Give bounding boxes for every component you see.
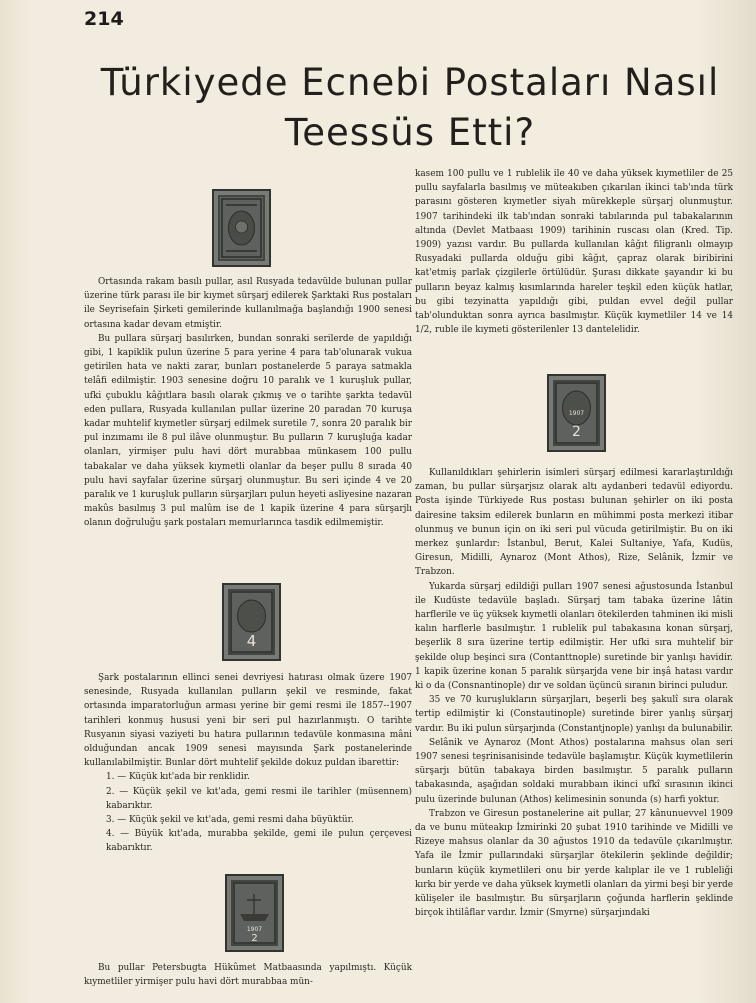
paragraph: Şark postalarının ellinci senei devriyesi hatırası olmak üzere 1907 senesinde, Rusyada kullanılan pulların şekil ve resminde, fakat ortasında imparatorluğun arması yerine bir gemi resmi ile 1857--1907 tarihleri konmuş hususi yeni bir seri pul hazırlanmıştı. O tarihte Rusyanın siyasi vaziyeti bu hatıra pullarının tedavüle konmasına mâni olduğundan ancak 1909 senesi mayısında Şark postanelerinde kullanılabilmiştir. Bunlar dört muhtelif şekilde dokuz puldan ibarettir: [84, 673, 412, 769]
paragraph: Kullanıldıkları şehirlerin isimleri sürşarj edilmesi kararlaştırıldığı zaman, bu pullar sürşarjsız olarak altı aydanberi tedavül ediyordu. Posta işinde Türkiyede Rus postası bulunan şehirler on iki posta dairesine taksim edilerek bunların en mühimmi posta merkezi itibar olunmuş ve bunun için on iki seri pul vücuda getirilmiştir. Bu on iki merkez şunlardır: İstanbul, Berut, Kalei Sultaniye, Yafa, Kudüs, Giresun, Midilli, Aynaroz (Mont Athos), Rize, Selânik, İzmir ve Trabzon. [415, 468, 733, 578]
paragraph: Bu pullar Petersbugta Hükûmet Matbaasında yapılmıştı. Küçük kıymetliler yirmişer pulu havi dört murabbaa mün- [84, 963, 412, 988]
left-column-block-2 [84, 671, 412, 856]
svg-text:2: 2 [572, 424, 581, 440]
russian-stamp-1900-icon [212, 189, 271, 267]
paragraph: 35 ve 70 kuruşlukların sürşarjları, beşerli beş şakulî sıra olarak tertip edilmiştir ki (Constautinople) suretinde birer yanlış sürşarj vardır. Bu iki pulun sürşarjında (Constantjnople) yanlışı da bulunabilir. [415, 695, 733, 734]
paragraph: Yukarda sürşarj edildiği pulları 1907 senesi ağustosunda İstanbul ile Kudüste tedavüle başladı. Sürşarj tam tabaka üzerine lâtin harflerile ve üç yüksek kıymetli olanları ötekilerden tahminen iki misli kalın harflerle basılmıştır. 1 rublelik pul tabakasına konan sürşarj, beşerlik 8 sıra üzerine tertip edilmiştir. Her ufki sıra muhtelif bir şekilde olup beşinci sıra (Contanttnople) suretinde bir yanlışı havidir. 1 kapik üzerine konan 5 paralık sürşarjda vene bir inşâ hatası vardır ki o da (Consnantinople) dır ve soldan üçüncü sıranın birinci puludur. [415, 581, 733, 692]
left-column-block-3 [84, 961, 412, 989]
russian-stamp-4-icon [222, 583, 281, 661]
russian-stamp-overprint-icon [547, 374, 606, 452]
stamp-types-list [84, 770, 412, 855]
svg-text:1907: 1907 [568, 410, 585, 417]
right-column-block-1 [415, 167, 733, 337]
title-line-1: Türkiyede Ecnebi Postaları Nasıl [100, 61, 720, 104]
svg-text:2: 2 [251, 933, 258, 944]
paragraph: Ortasında rakam basılı pullar, asıl Rusyada tedavülde bulunan pullar üzerine türk parası ile bir kıymet sürşarj edilerek Şarktaki Rus postaları ile Seyrisefain Şirketi gemilerinde kullanılmağa başlandığı 1900 senesi ortasına kadar devam etmiştir. [84, 277, 412, 330]
svg-text:4: 4 [246, 632, 257, 650]
stamp-4-graphic [224, 585, 279, 659]
article-title [60, 58, 756, 158]
list-item: 4. — Büyük kıt'ada, murabba şekilde, gemi ile pulun çerçevesi kabarıktır. [106, 829, 412, 854]
title-line-2: Teessüs Etti? [284, 111, 536, 154]
russian-stamp-1907-icon [225, 874, 284, 952]
list-item: 1. — Küçük kıt'ada bir renklidir. [106, 772, 250, 783]
page-number: 214 [84, 8, 124, 30]
stamp-1907-graphic [227, 876, 282, 950]
list-item: 2. — Küçük şekil ve kıt'ada, gemi resmi ile tarihler (müsennem) kabarıktır. [106, 786, 412, 811]
svg-text:1907: 1907 [246, 926, 263, 933]
stamp-overprint-graphic [549, 376, 604, 450]
left-column-block-1 [84, 275, 412, 531]
right-column-block-2 [415, 466, 733, 921]
stamp-1900-graphic [214, 191, 269, 265]
paragraph: Trabzon ve Giresun postanelerine ait pullar, 27 kânunuevvel 1909 da ve bunu müteakıp İzmirinki 20 şubat 1910 tarihinde ve Midilli ve Rizeye mahsus olanlar da 30 ağustos 1910 da tedavüle çıkarılmıştır. Yafa ile İzmir pullarındaki sürşarjlar ötekilerin şeklinde değildir; bunların küçük kıymetlileri onu bir yerde kalıplar ile ve 1 rubleliği kırkı bir yerde ve daha yüksek kıymetli olanları da yirmi beşi bir yerde külişeler ile basılmıştır. Bu sürşarjların çoğunda harflerin şeklinde birçok ihtilâflar vardır. İzmir (Smyrne) sürşarjındaki [415, 808, 733, 919]
paragraph: Bu pullara sürşarj basılırken, bundan sonraki serilerde de yapıldığı gibi, 1 kapiklik pulun üzerine 5 para yerine 4 para tab'olunarak vukua getirilen hata ve nakti zarar, bunları postanelerde 5 paraya satmakla telâfi edilmiştir. 1903 senesine doğru 10 paralık ve 1 kuruşluk pullar, ufki çubuklu kâğıtlara basılı olarak çıkmış ve o tarihte şarkta tedavül eden pullara, Rusyada kullanılan pullar üzerine 20 paradan 70 kuruşa kadar muhtelif kıymetler sürşarj edilmek suretile 7, sonra 20 paralık bir pul inzımamı ile 8 pul ilâve olunmuştur. Bu pulların 7 kuruşluğa kadar olanları, yirmişer pulu havi dört murabbaa münkasem 100 pullu tabakalar ve daha yüksek kıymetli olanlar da beşer pullu 8 sırada 40 pulu havi sayfalar üzerine sürşarj olunmuştur. Bu seri içinde 4 ve 20 paralık ve 1 kuruşluk pulların sürşarjları pulun heyeti asliyesine nazaran makûs basılmış 3 pul malûm ise de 1 kapik üzerine 4 para sürşarjlı olanın doğruluğu şark postaları memurlarınca tasdik edilmemiştir. [84, 333, 412, 529]
paragraph: Selânik ve Aynaroz (Mont Athos) postalarına mahsus olan seri 1907 senesi teşrinisanisinde tedavüle başlamıştır. Küçük kıymetlilerin sürşarjı bütün tabakaya birden basılmıştır. 5 paralık pulların tabakasında, aşağıdan soldaki murabbaın ikinci ufkî sırasının ikinci pulu üzerinde bulunan (Athos) kelimesinin sonunda (s) harfi yoktur. [415, 737, 733, 805]
list-item: 3. — Küçük şekil ve kıt'ada, gemi resmi daha büyüktür. [106, 815, 354, 826]
paragraph: kasem 100 pullu ve 1 rublelik ile 40 ve daha yüksek kıymetliler de 25 pullu sayfalarla basılmış ve müteakıben çıkarılan ikinci tab'ında türk parasını gösteren kıymetler siyah mürekkeple sürşarj olunmuştur. 1907 tarihindeki ilk tab'ından sonraki tabılarında pul tabakalarının altında (Devlet Matbaası 1909) tarihinin ruscası olan (Kred. Tip. 1909) yazısı vardır. Bu pullarda kullanılan kâğıt filigranlı olmayıp Rusyadaki pullarda olduğu gibi kâğıt, çapraz olarak biribirini kat'etmiş parlak çizgilerle örtülüdür. Şurası dikkate şayandır ki bu pulların beyaz kalmış kısımlarında hareler teşkil eden küçük hatlar, bu gibi tezyinatta yapıldığı gibi, puldan evvel değil pullar tab'olunduktan sonra ayrıca basılmıştır. Küçük kıymetliler 14 ve 14 1/2, ruble ile kıymeti gösterilenler 13 dantelelidir. [415, 169, 733, 336]
